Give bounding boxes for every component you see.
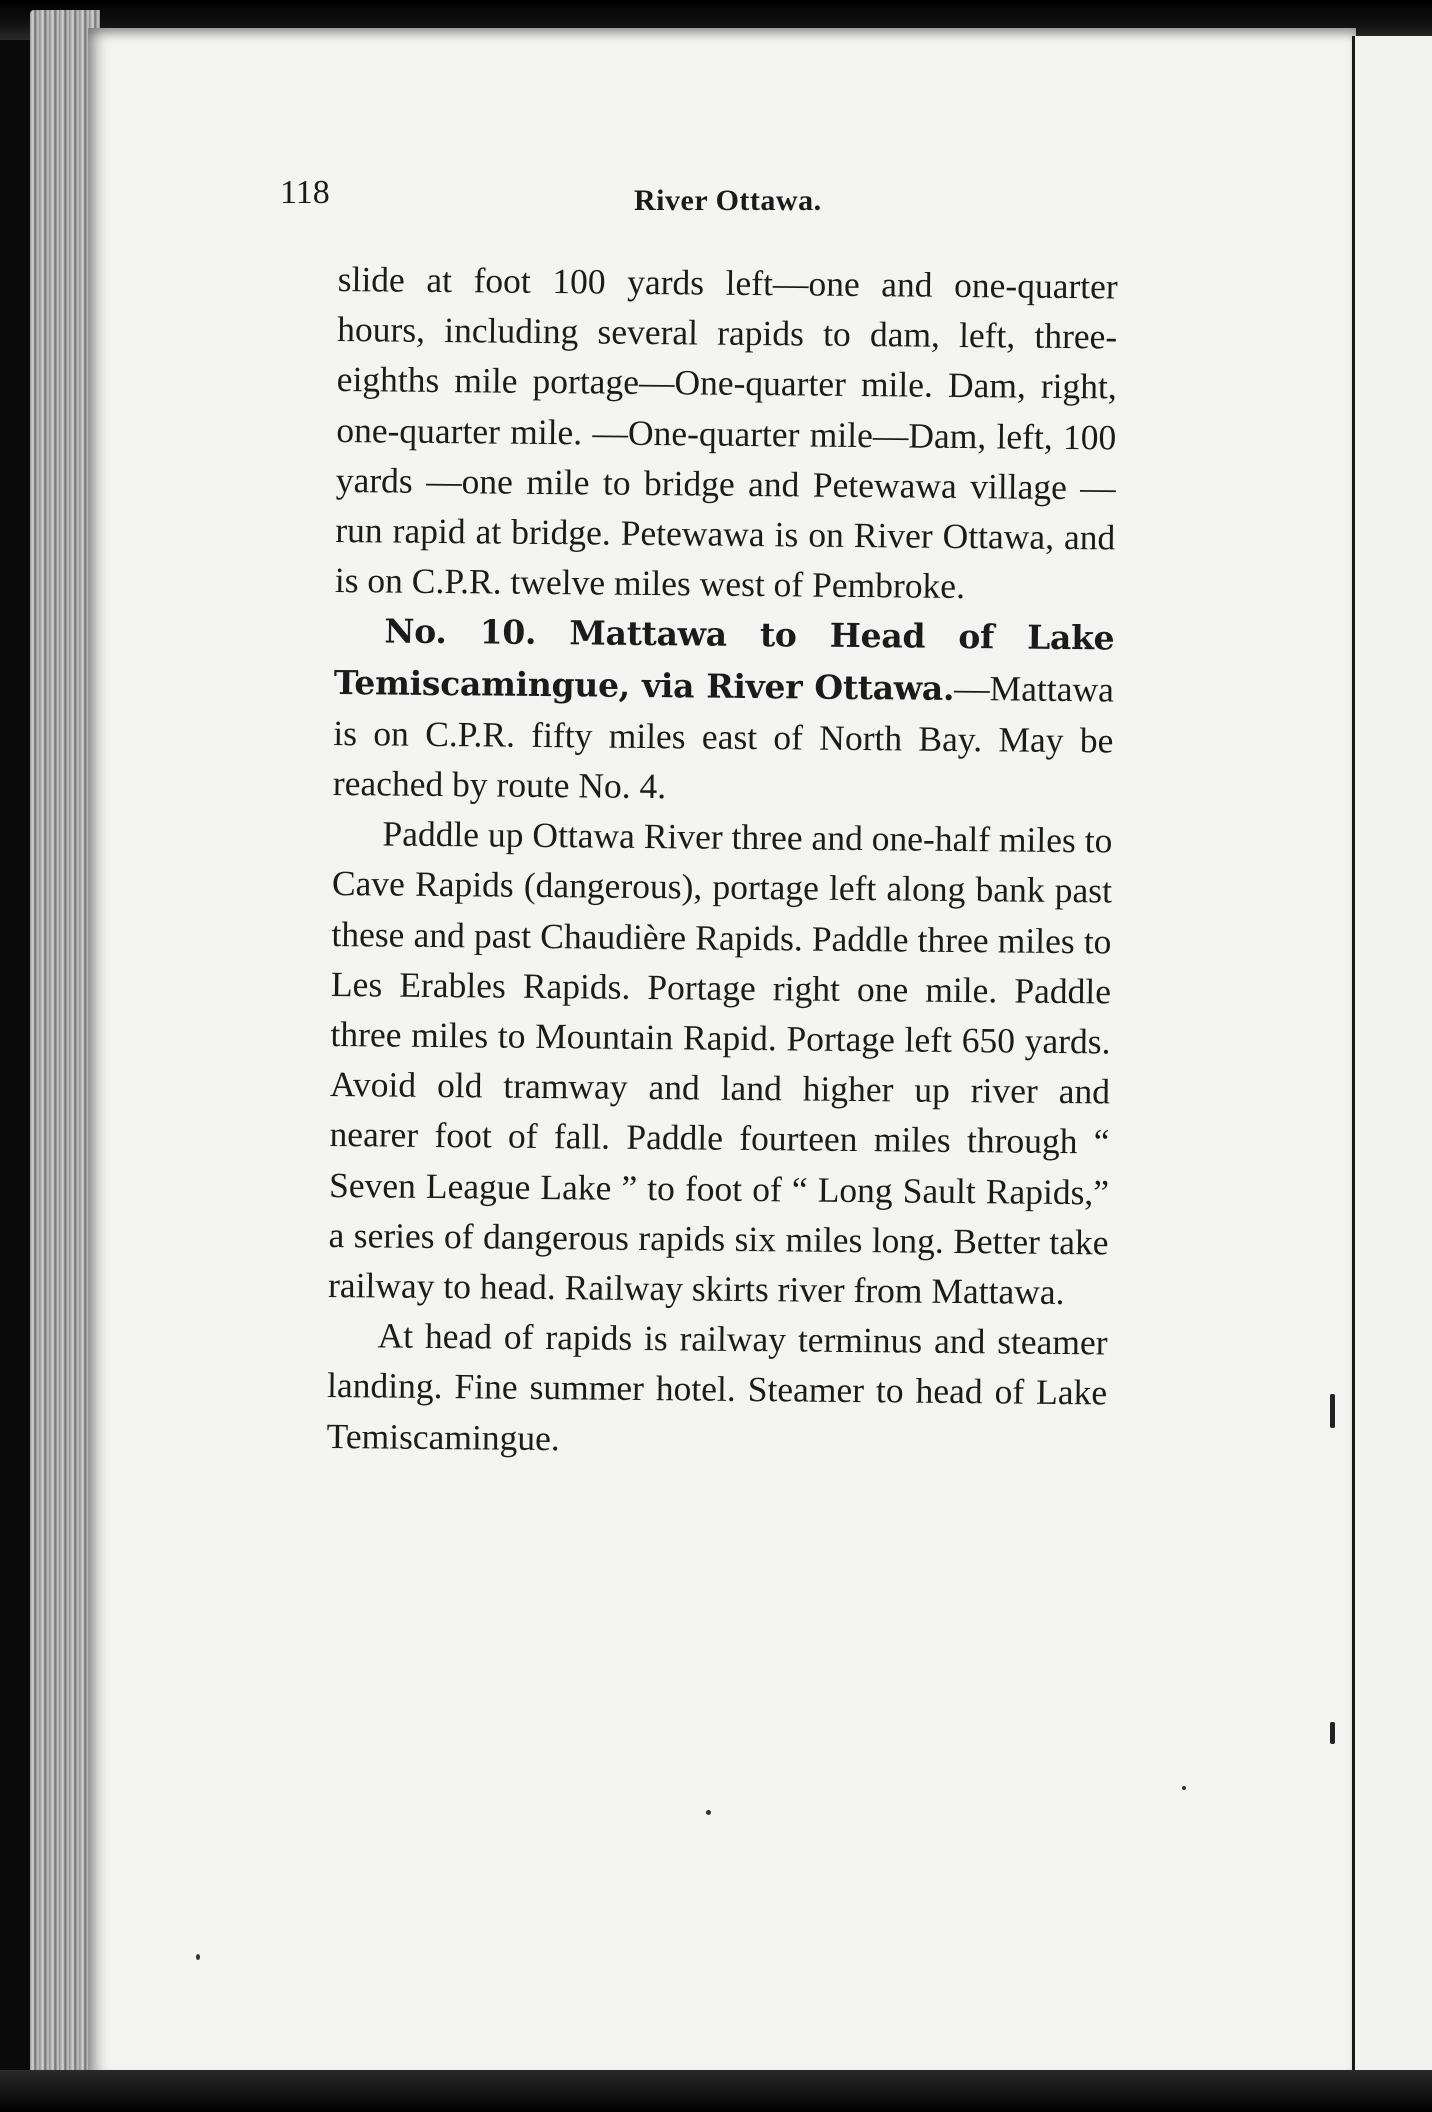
route-intro: —Mattawa is on C.P.R. fifty miles east of North Bay. May be reached by route No. 4.: [332, 667, 1115, 807]
ink-speck: [1182, 1786, 1186, 1790]
facing-page-edge: [1352, 36, 1432, 2076]
scan-bottom-border: [0, 2070, 1432, 2112]
paragraph-paddle-route: Paddle up Ottawa River three and one-half miles to Cave Rapids (dangerous), portage left along bank past these and past Chaudière Rapids. Paddle three miles to Les Erables Rapids. Portage right one mile. Paddle three miles to Mountain Rapid. Portage left 650 yards. Avoid old tramway and land higher up river and nearer foot of fall. Paddle fourteen miles through “ Seven League Lake ” to foot of “ Long Sault Rapids,” a series of dangerous rapids six miles long. Better take railway to head. Railway skirts river from Mattawa.: [327, 813, 1113, 1313]
running-title: River Ottawa.: [634, 184, 822, 217]
page-edge-mark: [1330, 1722, 1335, 1744]
running-head: [280, 170, 1100, 230]
route-heading: No. 10. Mattawa to Head of Lake Temiscamingue, via River Ottawa.: [333, 611, 1115, 708]
paragraph-petewawa: slide at foot 100 yards left—one and one-quarter hours, including several rapids to dam, left, three-eighths mile portage—One-quarter mile. Dam, right, one-quarter mile. —One-quarter mile—Dam, left, 100 yards —one mile to bridge and Petewawa village —run rapid at bridge. Petewawa is on River Ottawa, and is on C.P.R. twelve miles west of Pembroke.: [334, 258, 1118, 607]
paragraph-route-10: [333, 605, 1115, 815]
ink-speck: [706, 1810, 711, 1815]
page-edge-mark: [1330, 1394, 1335, 1428]
paragraph-steamer: At head of rapids is railway terminus and steamer landing. Fine summer hotel. Steamer to head of Lake Temiscamingue.: [326, 1315, 1108, 1458]
page-number: 118: [280, 174, 330, 211]
ink-speck: [196, 1954, 200, 1960]
body-text: [326, 254, 1118, 1468]
